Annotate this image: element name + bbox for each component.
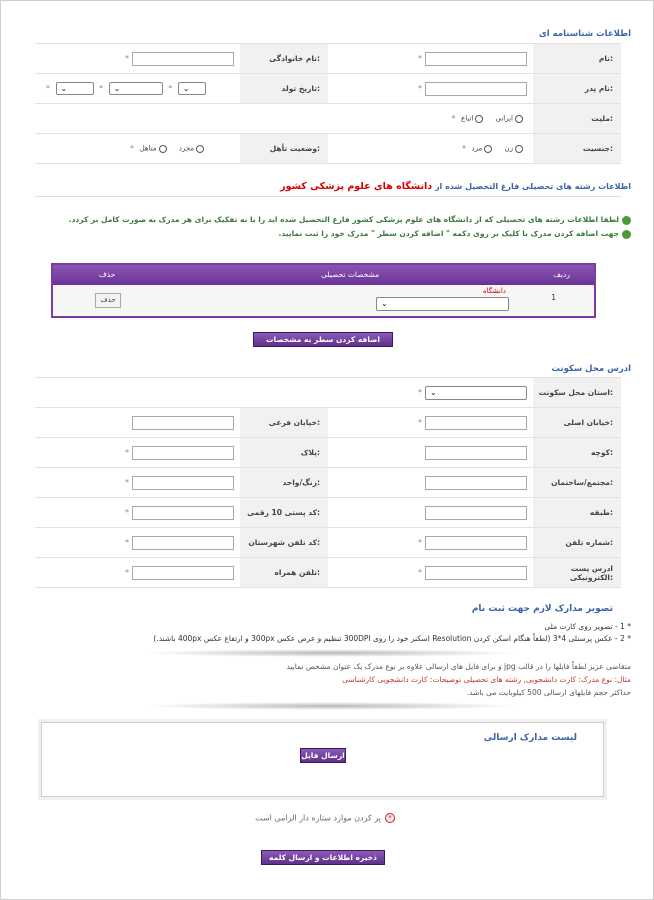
gender-female-radio[interactable]: [515, 145, 523, 153]
mobile-input[interactable]: [132, 566, 234, 580]
postal-code-label: کد پستی 10 رقمی:: [240, 498, 328, 528]
floor-input[interactable]: [425, 506, 527, 520]
education-table-header: ردیف مشخصات تحصیلی حذف: [53, 265, 594, 285]
chevron-down-icon: ⌄: [381, 299, 388, 308]
alley-input[interactable]: [425, 446, 527, 460]
single-radio[interactable]: [196, 145, 204, 153]
chevron-down-icon: ⌄: [60, 84, 68, 93]
documents-section-title: تصویر مدارک لازم جهت ثبت نام: [471, 604, 613, 614]
document-item-1: * 1 - تصویر روی کارت ملی: [544, 622, 631, 631]
plaque-label: پلاک:: [240, 438, 328, 468]
birth-year-select[interactable]: [56, 82, 94, 95]
required-fields-note: *پر کردن موارد ستاره دار الزامی است: [255, 813, 395, 823]
phone-label: شماره تلفن:: [533, 528, 621, 558]
email-input[interactable]: [425, 566, 527, 580]
birth-month-select[interactable]: [109, 82, 163, 95]
identity-section-title: اطلاعات شناسنامه ای: [539, 29, 631, 39]
submit-button[interactable]: ذخیره اطلاعات و ارسال کلمه عبور: [261, 850, 385, 865]
birth-date-label: تاریخ تولد:: [240, 74, 328, 104]
education-note-1: لطفا اطلاعات رشته های تحصیلی که از دانشگاه های علوم پزشکی کشور فارغ التحصیل شده اید را با نه تفکیک برای هر مدرک به صورت کامل بر کردد.: [69, 215, 631, 225]
main-street-input[interactable]: [425, 416, 527, 430]
table-row: 1 دانشگاه ⌄ حذف: [53, 285, 594, 316]
gender-label: جنسیت:: [533, 134, 621, 164]
required-star-icon: *: [385, 813, 395, 823]
last-name-label: نام خانوادگی:: [240, 44, 328, 74]
complex-input[interactable]: [425, 476, 527, 490]
chevron-down-icon: ⌄: [430, 387, 437, 397]
alley-label: کوچه:: [533, 438, 621, 468]
upload-file-button[interactable]: ارسال فایل: [300, 748, 346, 763]
education-note-2: جهت اضافه کردن مدرک با کلیک بر روی دکمه " اضافه کردن سطر " مدرک خود را ثبت نمایید.: [279, 229, 631, 239]
education-table: [51, 263, 596, 318]
nationality-iranian-radio[interactable]: [515, 115, 523, 123]
education-section-title: اطلاعات رشته های تحصیلی فارغ التحصیل شده از دانشگاه های علوم پزشکی کشور: [280, 181, 631, 192]
email-label: ادرس پست الکترونیکی:: [533, 558, 621, 588]
nationality-foreign-radio[interactable]: [475, 115, 483, 123]
nationality-label: ملیت:: [533, 104, 621, 134]
address-section-title: ادرس محل سکونت: [551, 364, 631, 374]
mobile-label: تلفن همراه:: [240, 558, 328, 588]
info-bullet-icon: [622, 216, 631, 225]
city-code-input[interactable]: [132, 536, 234, 550]
delete-row-button[interactable]: حذف: [95, 293, 121, 308]
uploaded-documents-box: [41, 722, 604, 797]
birth-day-select[interactable]: [178, 82, 206, 95]
phone-input[interactable]: [425, 536, 527, 550]
gender-male-radio[interactable]: [484, 145, 492, 153]
main-street-label: خیابان اصلی:: [533, 408, 621, 438]
first-name-input[interactable]: [425, 52, 527, 66]
floor-label: طبقه:: [533, 498, 621, 528]
upload-hint-1: متقاضی عزیز لطفاً فایلها را در قالب jpg و برای فایل های ارسالی علاوه بر نوع مدرک یک عنوان مشخص نمایید: [286, 662, 631, 671]
last-name-input[interactable]: [132, 52, 234, 66]
address-form: ⌄ * استان محل سکونت: خیابان فرعی: * خیابان اصلی: * پلاک: کوچه: * زنگ/واحد: مجتمع/ساختمان: * کد پستی 10 رقمی: طبقه: * کد تلفن شهرستان: * شماره تلفن: * تلفن همراه: * ادرس پست الکترونیکی:: [35, 377, 621, 588]
father-name-label: نام پدر:: [533, 74, 621, 104]
postal-code-input[interactable]: [132, 506, 234, 520]
chevron-down-icon: ⌄: [182, 84, 190, 93]
document-item-2: * 2 - عکس پرسنلی 4*3 (لطفاً هنگام اسکن کردن Resolution اسکنر خود را روی 300DPI تنظیم و عرض عکس 300px و ارتفاع عکس 400px باشند.): [153, 634, 631, 643]
plaque-input[interactable]: [132, 446, 234, 460]
province-label: استان محل سکونت:: [533, 378, 621, 408]
province-select[interactable]: [425, 386, 527, 400]
upload-hint-3: حداکثر حجم فایلهای ارسالی 500 کیلوبایت می باشد.: [466, 688, 631, 697]
complex-label: مجتمع/ساختمان:: [533, 468, 621, 498]
first-name-label: نام:: [533, 44, 621, 74]
unit-label: زنگ/واحد:: [240, 468, 328, 498]
side-street-input[interactable]: [132, 416, 234, 430]
city-code-label: کد تلفن شهرستان:: [240, 528, 328, 558]
side-street-label: خیابان فرعی:: [240, 408, 328, 438]
unit-input[interactable]: [132, 476, 234, 490]
upload-hint-2: مثال: نوع مدرک: کارت دانشجویی, رشته های تحصیلی توضیحات: کارت دانشجویی کارشناسی: [342, 675, 631, 684]
father-name-input[interactable]: [425, 82, 527, 96]
add-education-row-button[interactable]: اضافه کردن سطر به مشخصات تحصیلی: [253, 332, 393, 347]
university-select[interactable]: [376, 297, 509, 311]
marital-status-label: وضعیت تأهل:: [240, 134, 328, 164]
info-bullet-icon: [622, 230, 631, 239]
married-radio[interactable]: [159, 145, 167, 153]
uploaded-documents-title: لیست مدارک ارسالی: [483, 733, 577, 743]
chevron-down-icon: ⌄: [113, 84, 121, 93]
identity-form: * نام خانوادگی: * نام: * ⌄ * ⌄ * ⌄ تاریخ تولد: * نام پدر: ایرانی اتباع * ملیت: مجرد متاهل * وضعیت تأهل: زن مرد * جنسیت:: [35, 43, 621, 164]
